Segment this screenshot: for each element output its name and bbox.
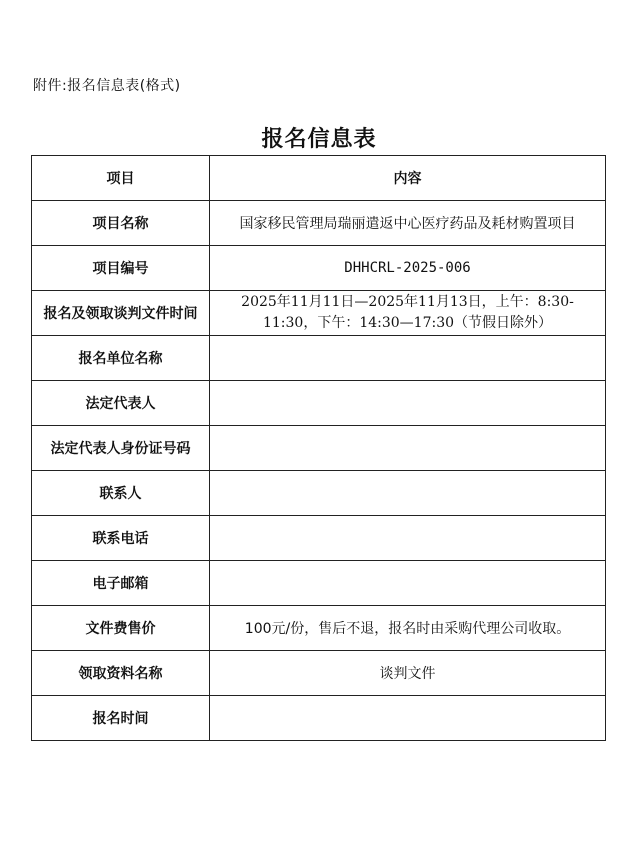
table-row	[32, 381, 606, 426]
legal-rep-label: 法定代表人	[32, 381, 210, 426]
contact-phone-field[interactable]	[210, 516, 606, 561]
material-name-value: 谈判文件	[210, 651, 606, 696]
signup-time-field[interactable]	[210, 696, 606, 741]
project-number-value: DHHCRL-2025-006	[210, 246, 606, 291]
form-title: 报名信息表	[261, 127, 377, 152]
document-fee-label: 文件费售价	[32, 606, 210, 651]
contact-person-field[interactable]	[210, 471, 606, 516]
table-row	[32, 651, 606, 696]
material-name-label: 领取资料名称	[32, 651, 210, 696]
table-header-row	[32, 156, 606, 201]
header-content-cell: 内容	[210, 156, 606, 201]
signup-time-label: 报名时间	[32, 696, 210, 741]
table-row	[32, 201, 606, 246]
registration-time-line-2: 11:30，下午：14:30—17:30（节假日除外）	[262, 315, 553, 331]
company-name-label: 报名单位名称	[32, 336, 210, 381]
email-field[interactable]	[210, 561, 606, 606]
email-label: 电子邮箱	[32, 561, 210, 606]
table-row	[32, 696, 606, 741]
table-row	[32, 471, 606, 516]
contact-person-label: 联系人	[32, 471, 210, 516]
document-fee-value: 100元/份，售后不退，报名时由采购代理公司收取。	[210, 606, 606, 651]
table-row	[32, 606, 606, 651]
table-row	[32, 516, 606, 561]
table-row	[32, 291, 606, 336]
project-number-label: 项目编号	[32, 246, 210, 291]
registration-table	[31, 155, 606, 741]
project-name-value: 国家移民管理局瑞丽遣返中心医疗药品及耗材购置项目	[210, 201, 606, 246]
table-row	[32, 426, 606, 471]
legal-rep-id-label: 法定代表人身份证号码	[32, 426, 210, 471]
registration-time-label: 报名及领取谈判文件时间	[32, 291, 210, 336]
attachment-label: 附件:报名信息表(格式)	[33, 78, 181, 94]
company-name-field[interactable]	[210, 336, 606, 381]
header-item-cell: 项目	[32, 156, 210, 201]
table-row	[32, 561, 606, 606]
table-row	[32, 336, 606, 381]
legal-rep-field[interactable]	[210, 381, 606, 426]
contact-phone-label: 联系电话	[32, 516, 210, 561]
registration-time-value	[210, 291, 606, 336]
registration-time-line-1: 2025年11月11日—2025年11月13日，上午：8:30-	[241, 294, 574, 310]
table-row	[32, 246, 606, 291]
project-name-label: 项目名称	[32, 201, 210, 246]
legal-rep-id-field[interactable]	[210, 426, 606, 471]
